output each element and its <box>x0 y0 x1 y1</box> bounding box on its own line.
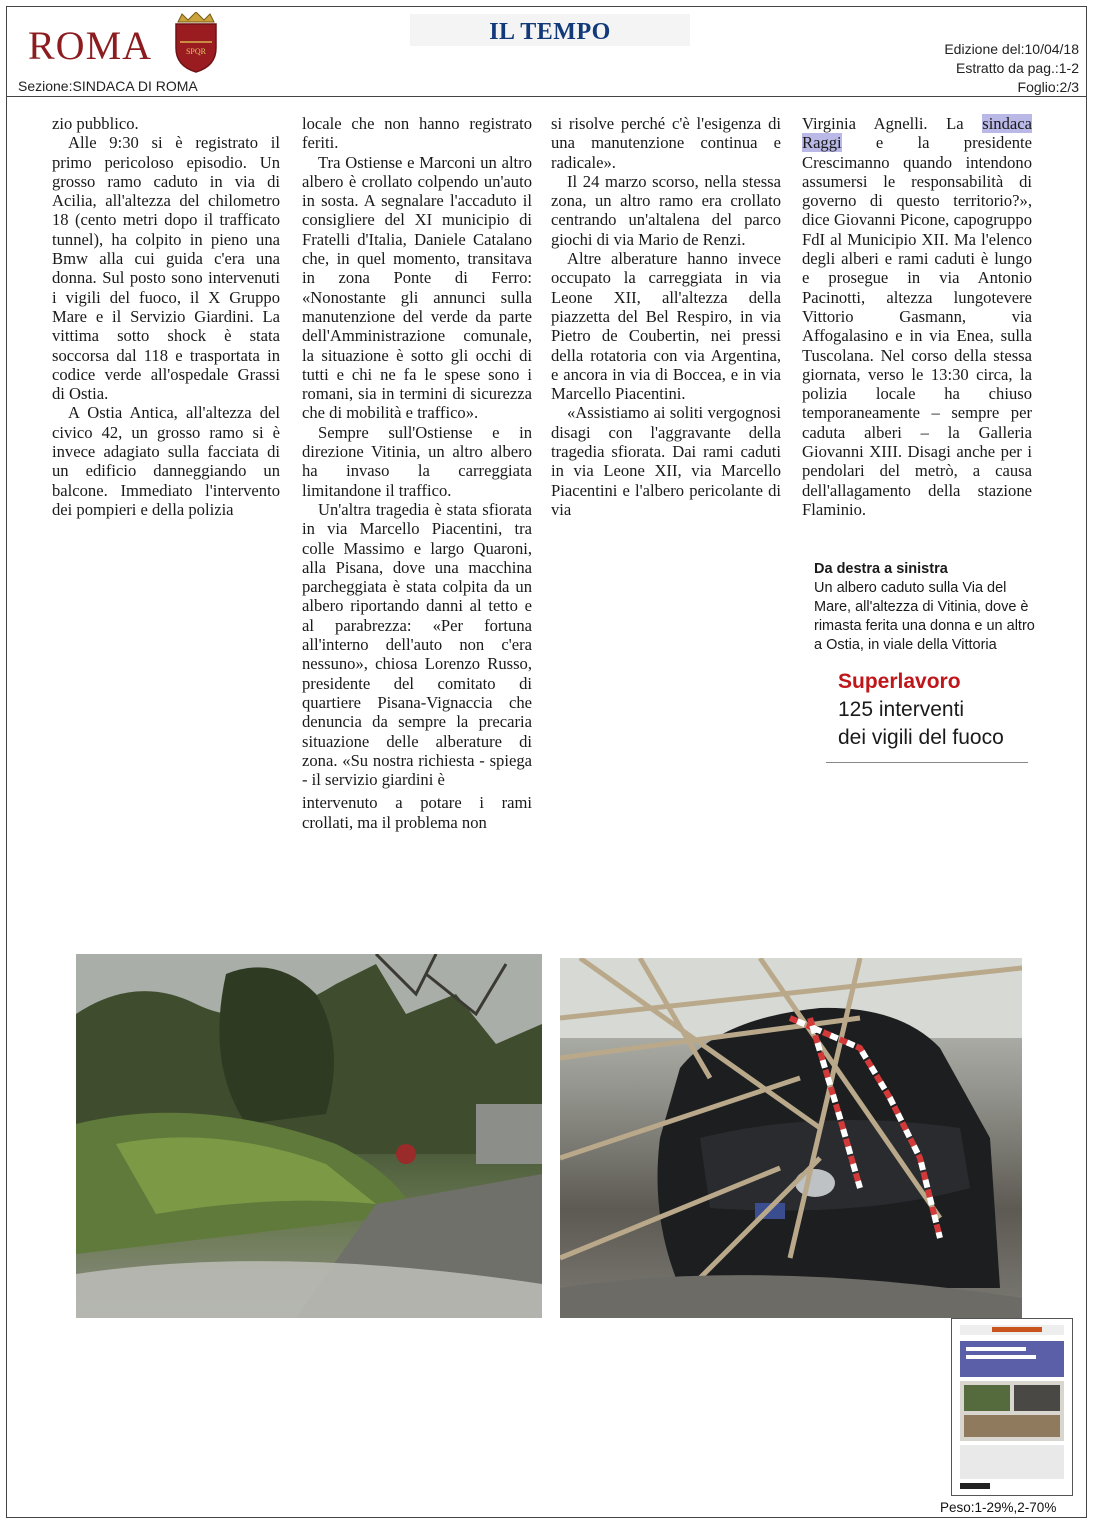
photo-fallen-tree-road <box>76 954 542 1318</box>
photo-illustration <box>76 954 542 1318</box>
paragraph <box>802 114 1032 519</box>
roma-shield-icon <box>172 12 220 74</box>
header-divider <box>6 96 1087 97</box>
caption-text: Un albero caduto sulla Via del Mare, all'altezza di Vitinia, dove è rimasta ferita una donna e un altro a Ostia, in viale della Vittoria <box>814 580 1035 653</box>
edition-date: Edizione del:10/04/18 <box>944 41 1079 57</box>
thumbnail-illustration <box>952 1319 1072 1495</box>
photo-illustration <box>560 958 1022 1318</box>
newspaper-name: IL TEMPO <box>489 19 611 45</box>
paragraph: si risolve perché c'è l'esigenza di una manutenzione continua e radicale». <box>551 114 781 172</box>
paragraph: zio pubblico. <box>52 114 139 133</box>
roma-logo-text: ROMA <box>28 23 153 68</box>
paragraph: Alle 9:30 si è registrato il primo pericoloso episodio. Un grosso ramo caduto in via di Acilia, all'altezza del chilometro 18 (cento metri dopo il trafficato tunnel), ha colpito in pieno una Bmw alla cui guida c'era una donna. Sul posto sono intervenuti i vigili del fuoco, il X Gruppo Mare e il Servizio Giardini. La vittima sotto shock è stata soccorsa dal 118 e trasportata in codice verde all'ospedale Grassi di Ostia. <box>52 133 280 404</box>
text-run: e la presidente Crescimanno quando intendono assumersi le responsabilità di governo di questo territorio?», dice Giovanni Picone, capogruppo FdI al Municipio XII. Ma l'elenco degli alberi e rami caduti è lungo e prosegue in via Antonio Pacinotti, altezza lungotevere Vittorio Gasmann, via Affogalasino e in via Enea, sulla Tuscolana. Nel corso della stessa giornata, verso le 13:30 circa, la polizia locale ha chiuso temporaneamente – sempre per caduta alberi – la Galleria Giovanni XIII. Disagi anche per i pendolari del metrò, a causa dell'allagamento della stazione Flaminio. <box>802 133 1032 519</box>
sheet-number: Foglio:2/3 <box>1017 79 1079 95</box>
article-column-3 <box>551 114 781 519</box>
article-column-4 <box>802 114 1032 519</box>
article-column-1 <box>52 114 280 519</box>
newspaper-masthead <box>410 14 690 46</box>
paragraph: Tra Ostiense e Marconi un altro albero è crollato colpendo un'auto in sosta. A segnalare l'accaduto il consigliere del XI municipio di Fratelli d'Italia, Daniele Catalano che, in quel momento, transitava in zona Ponte di Ferro: «Nonostante gli annunci sulla manutenzione del verde da parte dell'Amministrazione comunale, la situazione è sotto gli occhi di tutti e chi ne fa le spese sono i romani, sia in termini di sicurezza che di mobilità e traffico». <box>302 152 532 423</box>
paragraph: Un'altra tragedia è stata sfiorata in via Marcello Piacentini, tra colle Massimo e largo Quaroni, alla Pisana, dove una macchina parcheggiata è stata colpita da un albero riportando danni al tetto e al parabrezza: «Per fortuna all'interno dell'auto non c'era nessuno», chiosa Lorenzo Russo, presidente del comitato di quartiere Pisana-Vignaccia che denuncia da sempre la precaria situazione delle alberature di zona. «Su nostra richiesta - spiega - il servizio giardini è <box>302 499 532 790</box>
paragraph: locale che non hanno registrato feriti. <box>302 114 532 153</box>
caption-title: Da destra a sinistra <box>814 561 948 577</box>
edition-meta <box>944 40 1079 97</box>
paragraph: «Assistiamo ai soliti vergognosi disagi con l'aggravante della tragedia sfiorata. Dai rami caduti in via Leone XII, via Marcello Piacentini e l'albero pericolante di via <box>551 403 781 519</box>
weight-label: Peso:1-29%,2-70% <box>940 1500 1057 1515</box>
superlavoro-box <box>838 668 1038 752</box>
svg-text:SPQR: SPQR <box>185 47 207 56</box>
extract-pages: Estratto da pag.:1-2 <box>956 60 1079 76</box>
box-divider <box>826 762 1028 763</box>
paragraph: Il 24 marzo scorso, nella stessa zona, un altro ramo era crollato centrando un'altalena del parco giochi di via Mario de Renzi. <box>551 171 781 249</box>
paragraph: A Ostia Antica, all'altezza del civico 42, un grosso ramo si è invece adagiato sulla facciata di un edificio danneggiando un balcone. Immediato l'intervento dei pompieri e della polizia <box>52 403 280 519</box>
page-thumbnail <box>951 1318 1073 1496</box>
article-column-2 <box>302 114 532 832</box>
highlighted-keyword: sindaca Raggi <box>802 114 1032 153</box>
paragraph: intervenuto a potare i rami crollati, ma il problema non <box>302 793 532 832</box>
section-label: Sezione:SINDACA DI ROMA <box>18 78 198 94</box>
photo-tree-on-car <box>560 958 1022 1318</box>
box-title: Superlavoro <box>838 670 961 693</box>
photo-caption <box>814 560 1044 655</box>
box-line-1: 125 interventi <box>838 698 965 721</box>
paragraph: Sempre sull'Ostiense e in direzione Vitinia, un altro albero ha invaso la carreggiata limitandone il traffico. <box>302 422 532 500</box>
text-run: Virginia Agnelli. La <box>802 114 983 133</box>
box-line-2: dei vigili del fuoco <box>838 726 1004 749</box>
paragraph: Altre alberature hanno invece occupato la carreggiata in via Leone XII, all'altezza della piazzetta del Bel Respiro, in via Pietro de Coubertin, nei pressi della rotatoria con via Argentina, e ancora in via di Boccea, e in via Marcello Piacentini. <box>551 249 781 404</box>
